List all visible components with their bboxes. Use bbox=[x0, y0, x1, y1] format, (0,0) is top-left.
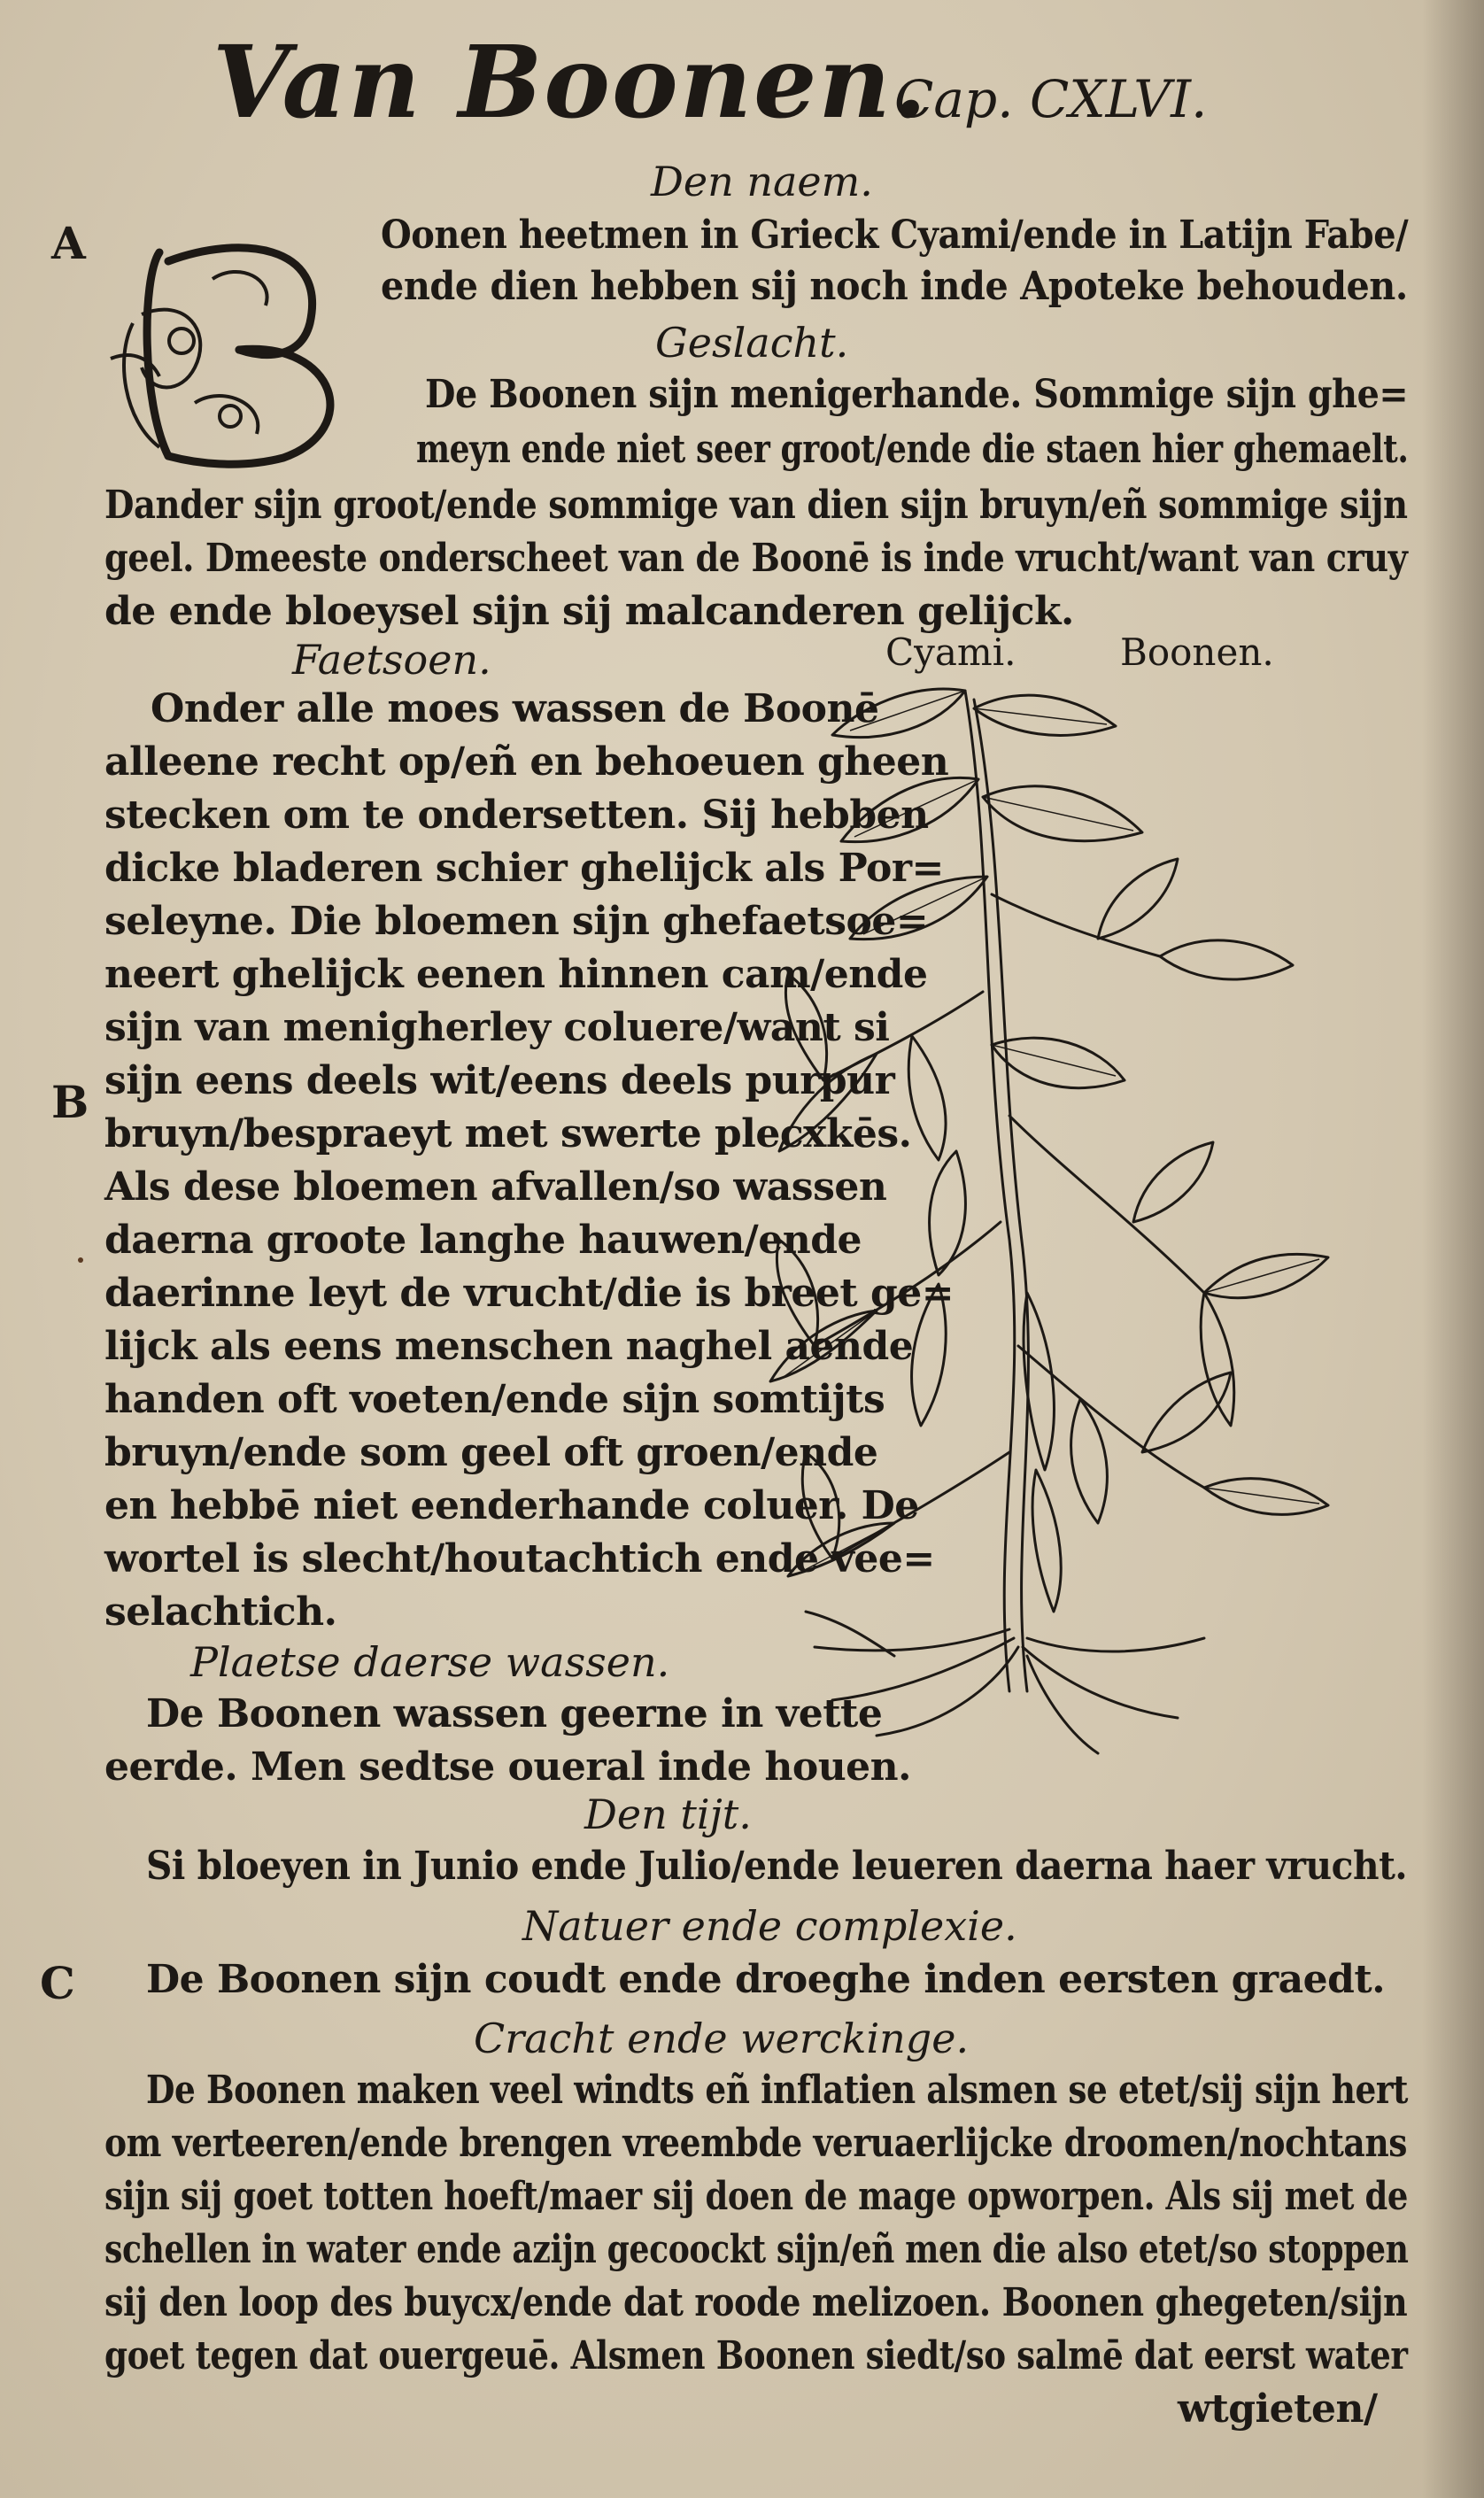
heading-natuer: Natuer ende complexie. bbox=[522, 1902, 1017, 1950]
cracht-line-6: goet tegen dat ouergeuē. Alsmen Boonen siedt/so salmē dat eerst water bbox=[104, 2333, 1408, 2378]
geslacht-line-4: geel. Dmeeste onderscheet van de Boonē is inde vrucht/want van cruy bbox=[104, 536, 1408, 581]
heading-tijt: Den tijt. bbox=[584, 1790, 752, 1838]
chapter-title: Van Boonen. bbox=[213, 25, 929, 141]
margin-letter-c: C bbox=[40, 1957, 75, 2009]
margin-letter-b: B bbox=[51, 1076, 89, 1128]
cracht-line-7: wtgieten/ bbox=[1178, 2386, 1378, 2432]
tijt-line-1: Si bloeyen in Junio ende Julio/ende leueren daerna haer vrucht. bbox=[146, 1844, 1408, 1889]
faetsoen-line-13: lijck als eens menschen naghel aende bbox=[104, 1324, 914, 1369]
faetsoen-line-1: Onder alle moes wassen de Boonē bbox=[151, 686, 879, 731]
faetsoen-line-6: neert ghelijck eenen hinnen cam/ende bbox=[104, 952, 928, 997]
cracht-line-3: sijn sij goet totten hoeft/maer sij doen de mage opworpen. Als sij met de bbox=[104, 2174, 1409, 2219]
heading-faetsoen: Faetsoen. bbox=[292, 636, 491, 684]
faetsoen-line-18: selachtich. bbox=[104, 1589, 337, 1635]
plaetse-line-1: De Boonen wassen geerne in vette bbox=[146, 1691, 883, 1736]
faetsoen-line-12: daerinne leyt de vrucht/die is breet ge= bbox=[104, 1271, 955, 1316]
faetsoen-line-8: sijn eens deels wit/eens deels purpur bbox=[104, 1058, 895, 1103]
geslacht-line-1: De Boonen sijn menigerhande. Sommige sijn ghe= bbox=[425, 372, 1409, 417]
figure-caption-dutch: Boonen. bbox=[1120, 630, 1274, 674]
faetsoen-line-17: wortel is slecht/houtachtich ende vee= bbox=[104, 1536, 935, 1582]
figure-caption-latin: Cyami. bbox=[885, 630, 1016, 674]
cracht-line-1: De Boonen maken veel windts eñ inflatien alsmen se etet/sij sijn hert bbox=[146, 2068, 1408, 2113]
natuer-line-1: De Boonen sijn coudt ende droeghe inden eersten graedt. bbox=[146, 1957, 1386, 2002]
faetsoen-line-4: dicke bladeren schier ghelijck als Por= bbox=[104, 846, 944, 891]
faetsoen-line-9: bruyn/bespraeyt met swerte plecxkēs. bbox=[104, 1111, 912, 1156]
faetsoen-line-11: daerna groote langhe hauwen/ende bbox=[104, 1218, 862, 1263]
geslacht-line-2: meyn ende niet seer groot/ende die staen hier ghemaelt. bbox=[416, 427, 1409, 472]
decorated-initial-b-icon bbox=[106, 226, 372, 474]
naem-line-1: Oonen heetmen in Grieck Cyami/ende in Latijn Fabe/ bbox=[381, 213, 1409, 258]
cracht-line-5: sij den loop des buycx/ende dat roode melizoen. Boonen ghegeten/sijn bbox=[104, 2280, 1408, 2325]
cracht-line-2: om verteeren/ende brengen vreembde veruaerlijcke droomen/nochtans bbox=[104, 2121, 1408, 2166]
bean-plant-woodcut-icon bbox=[761, 673, 1346, 1762]
faetsoen-line-16: en hebbē niet eenderhande coluer. De bbox=[104, 1483, 919, 1528]
heading-cracht: Cracht ende werckinge. bbox=[474, 2015, 970, 2062]
faetsoen-line-7: sijn van menigherley coluere/want si bbox=[104, 1005, 890, 1050]
chapter-number: Cap. CXLVI. bbox=[894, 69, 1208, 129]
page-edge-shadow bbox=[1422, 0, 1484, 2498]
heading-naem: Den naem. bbox=[651, 158, 873, 205]
plaetse-line-2: eerde. Men sedtse oueral inde houen. bbox=[104, 1744, 911, 1790]
heading-geslacht: Geslacht. bbox=[655, 319, 849, 367]
geslacht-line-3: Dander sijn groot/ende sommige van dien sijn bruyn/eñ sommige sijn bbox=[104, 483, 1408, 528]
faetsoen-line-14: handen oft voeten/ende sijn somtijts bbox=[104, 1377, 885, 1422]
ink-spot bbox=[78, 1257, 83, 1263]
heading-plaetse: Plaetse daerse wassen. bbox=[190, 1638, 670, 1686]
faetsoen-line-5: seleyne. Die bloemen sijn ghefaetsoe= bbox=[104, 899, 929, 944]
faetsoen-line-3: stecken om te ondersetten. Sij hebben bbox=[104, 793, 929, 838]
faetsoen-line-10: Als dese bloemen afvallen/so wassen bbox=[104, 1164, 887, 1210]
faetsoen-line-15: bruyn/ende som geel oft groen/ende bbox=[104, 1430, 878, 1475]
naem-line-2: ende dien hebben sij noch inde Apoteke behouden. bbox=[381, 264, 1408, 309]
faetsoen-line-2: alleene recht op/eñ en behoeuen gheen bbox=[104, 739, 949, 785]
geslacht-line-5: de ende bloeysel sijn sij malcanderen gelijck. bbox=[104, 589, 1074, 634]
cracht-line-4: schellen in water ende azijn gecoockt sijn/eñ men die also etet/so stoppen bbox=[104, 2227, 1409, 2272]
margin-letter-a: A bbox=[51, 217, 86, 269]
